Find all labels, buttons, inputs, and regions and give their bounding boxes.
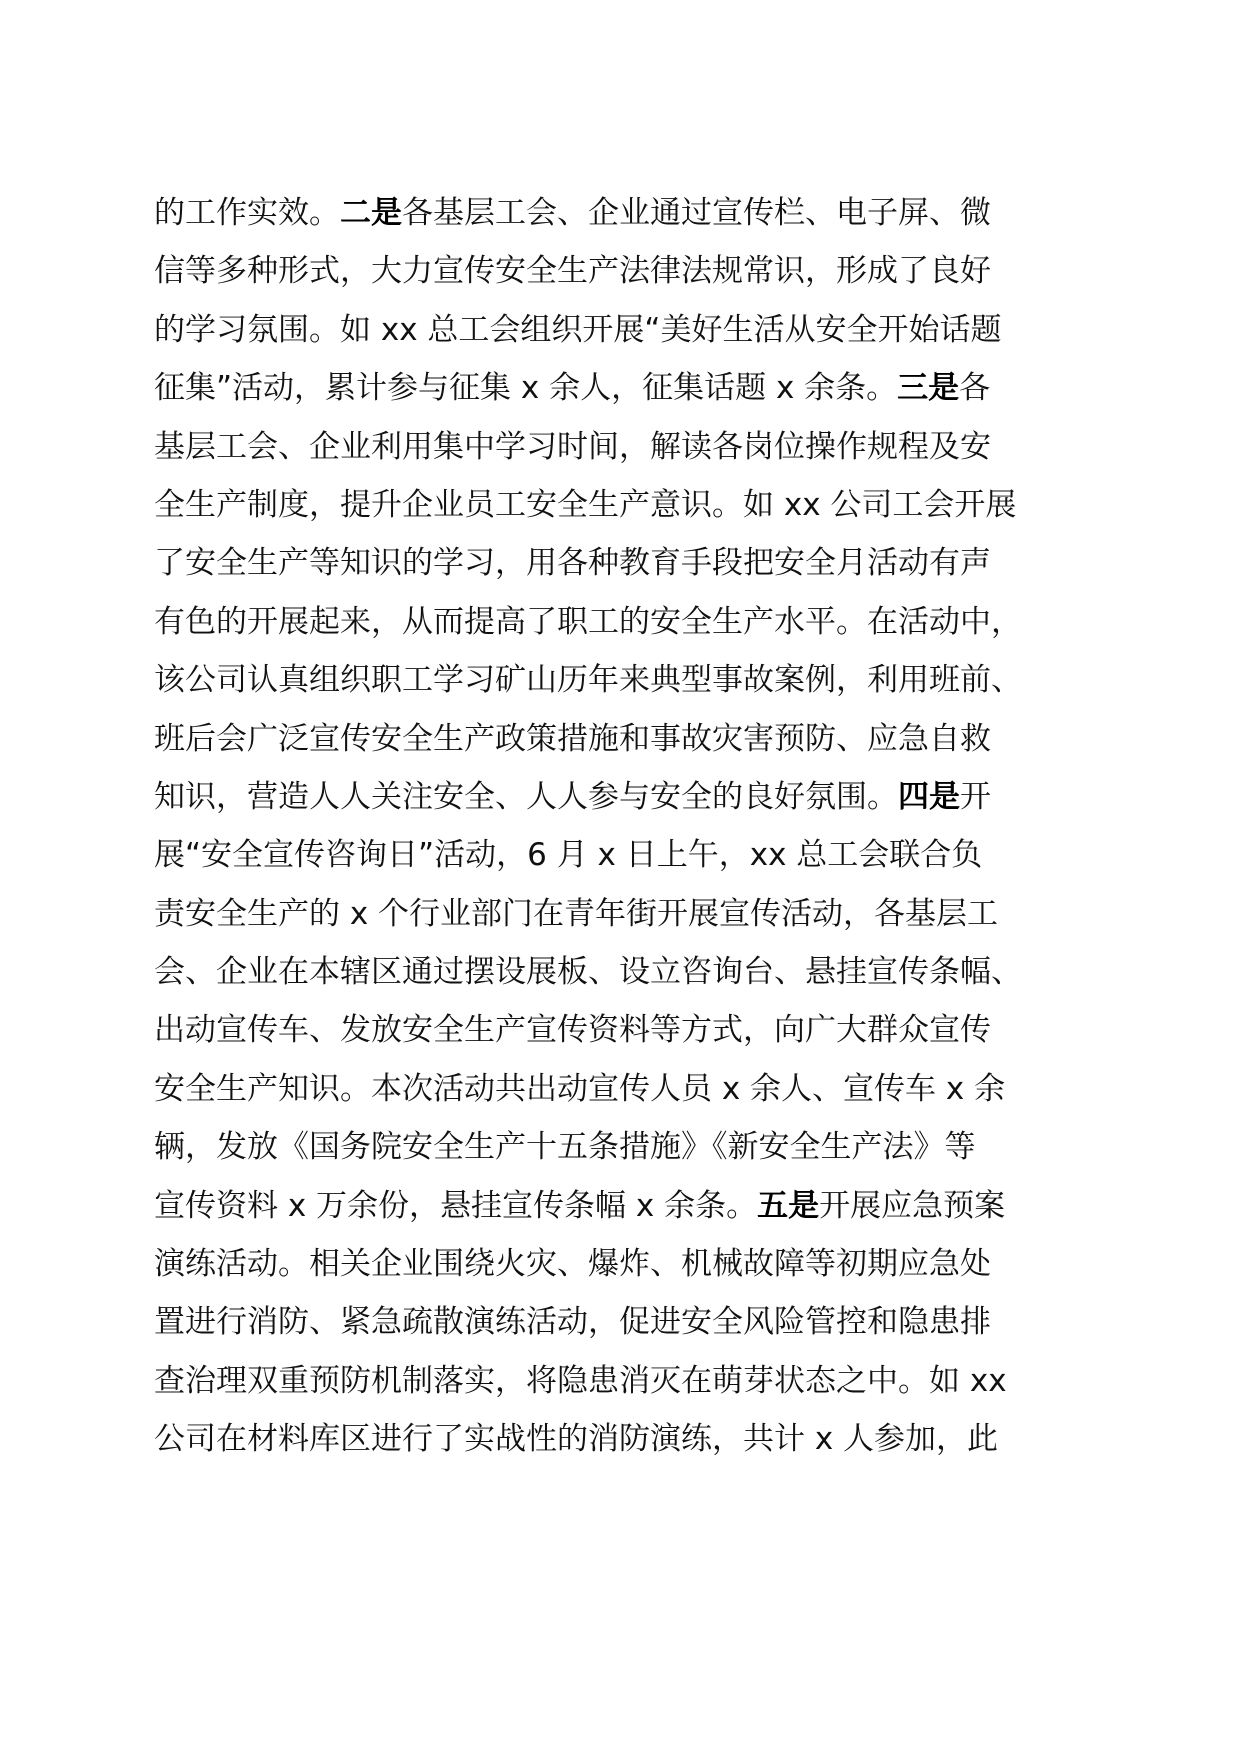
text-segment: 的学习氛围。如 xx 总工会组织开展“美好生活从安全开始话题 <box>154 311 1002 348</box>
bold-enumerator: 三是 <box>897 370 960 407</box>
text-segment: 辆，发放《国务院安全生产十五条措施》《新安全生产法》等 <box>154 1129 976 1166</box>
text-line <box>154 1177 1094 1235</box>
text-segment: 知识，营造人人关注安全、人人参与安全的良好氛围。 <box>154 778 898 815</box>
text-segment: 了安全生产等知识的学习，用各种教育手段把安全月活动有声 <box>154 545 991 582</box>
text-segment: 演练活动。相关企业围绕火灾、爆炸、机械故障等初期应急处 <box>154 1246 991 1283</box>
text-line <box>154 301 1094 359</box>
text-segment: 有色的开展起来，从而提高了职工的安全生产水平。在活动中， <box>154 603 1022 640</box>
text-segment: 置进行消防、紧急疏散演练活动，促进安全风险管控和隐患排 <box>154 1304 991 1341</box>
text-line <box>154 1293 1094 1351</box>
text-line <box>154 242 1094 300</box>
text-line <box>154 885 1094 943</box>
text-line <box>154 418 1094 476</box>
text-segment: 全生产制度，提升企业员工安全生产意识。如 xx 公司工会开展 <box>154 486 1017 523</box>
text-line <box>154 826 1094 884</box>
text-segment: 公司在材料库区进行了实战性的消防演练，共计 x 人参加，此 <box>154 1421 999 1458</box>
text-segment: 各 <box>959 370 991 407</box>
text-segment: 该公司认真组织职工学习矿山历年来典型事故案例，利用班前、 <box>154 662 1022 699</box>
text-line <box>154 1060 1094 1118</box>
text-segment: 展“安全宣传咨询日”活动，6 月 x 日上午，xx 总工会联合负 <box>154 837 983 874</box>
text-line <box>154 1410 1094 1468</box>
bold-enumerator: 四是 <box>898 778 960 815</box>
text-segment: 的工作实效。 <box>154 195 340 231</box>
text-line <box>154 1235 1094 1293</box>
text-line <box>154 1001 1094 1059</box>
text-segment: 宣传资料 x 万余份，悬挂宣传条幅 x 余条。 <box>154 1187 758 1224</box>
text-segment: 开展应急预案 <box>819 1187 1006 1224</box>
text-line <box>154 593 1094 651</box>
text-segment: 基层工会、企业利用集中学习时间，解读各岗位操作规程及安 <box>154 428 991 465</box>
text-line <box>154 1352 1094 1410</box>
text-line <box>154 651 1094 709</box>
text-line <box>154 184 1094 242</box>
text-segment: 会、企业在本辖区通过摆设展板、设立咨询台、悬挂宣传条幅、 <box>154 954 1022 991</box>
text-segment: 开 <box>960 778 991 815</box>
text-segment: 征集”活动，累计参与征集 x 余人，征集话题 x 余条。 <box>154 370 898 407</box>
text-segment: 班后会广泛宣传安全生产政策措施和事故灾害预防、应急自救 <box>154 720 991 757</box>
body-text <box>154 184 1094 1469</box>
text-segment: 各基层工会、企业通过宣传栏、电子屏、微 <box>402 195 991 231</box>
bold-enumerator: 五是 <box>757 1187 820 1224</box>
text-line <box>154 476 1094 534</box>
text-line <box>154 710 1094 768</box>
text-segment: 出动宣传车、发放安全生产宣传资料等方式，向广大群众宣传 <box>154 1012 991 1049</box>
text-line <box>154 534 1094 592</box>
bold-enumerator: 二是 <box>340 195 402 231</box>
text-line <box>154 943 1094 1001</box>
text-line <box>154 1118 1094 1176</box>
text-line <box>154 359 1094 417</box>
text-segment: 责安全生产的 x 个行业部门在青年街开展宣传活动，各基层工 <box>154 895 999 932</box>
text-segment: 安全生产知识。本次活动共出动宣传人员 x 余人、宣传车 x 余 <box>154 1070 1006 1107</box>
text-line <box>154 768 1094 826</box>
text-segment: 信等多种形式，大力宣传安全生产法律法规常识，形成了良好 <box>154 253 991 290</box>
text-segment: 查治理双重预防机制落实，将隐患消灭在萌芽状态之中。如 xx <box>154 1362 1007 1399</box>
